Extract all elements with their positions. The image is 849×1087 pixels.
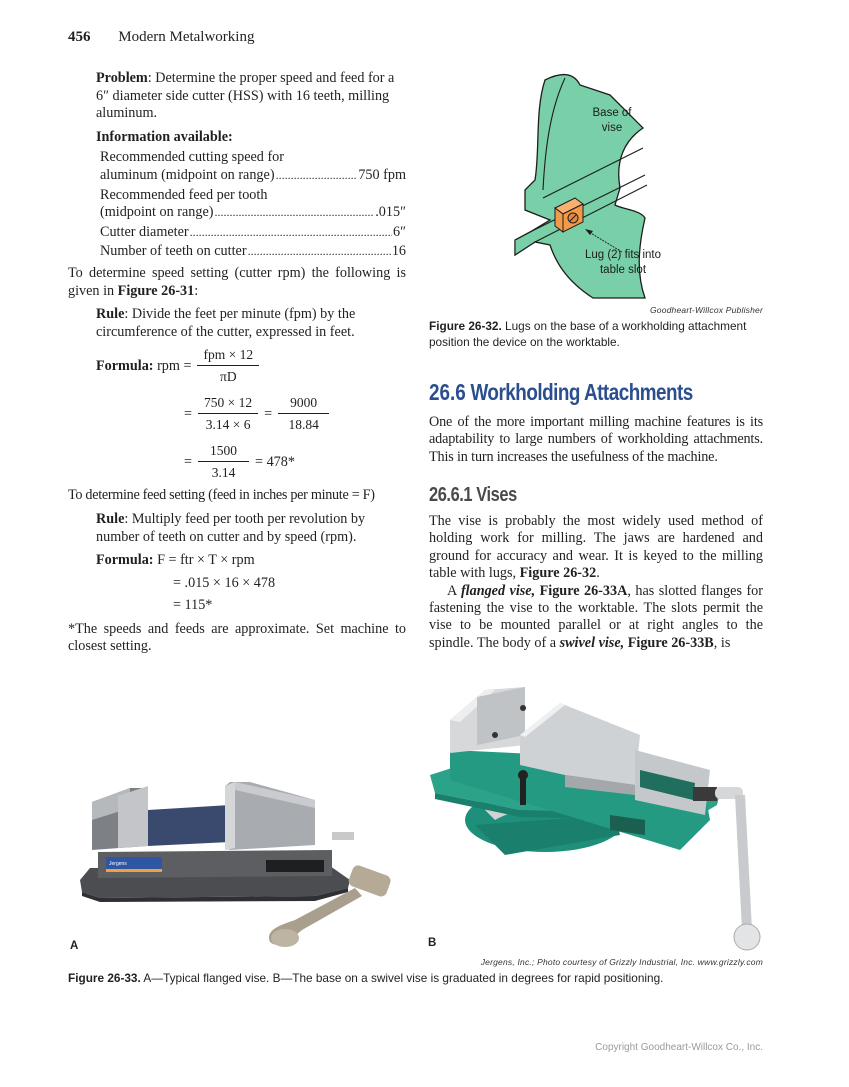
figure-26-33-credit: Jergens, Inc.; Photo courtesy of Grizzly Industrial, Inc. www.grizzly.com bbox=[480, 957, 763, 967]
figure-label-b: B bbox=[428, 937, 437, 949]
text: . bbox=[596, 565, 600, 582]
fraction-numerator: 1500 bbox=[198, 443, 249, 462]
dot-leader bbox=[248, 243, 391, 261]
figure-26-33-caption bbox=[68, 971, 788, 987]
speed-formula-line-3 bbox=[68, 443, 406, 481]
swivel-vise-image bbox=[425, 675, 775, 955]
figure-26-33b-photo bbox=[425, 675, 775, 955]
info-item-label: Number of teeth on cutter bbox=[100, 243, 247, 260]
text: , has slotted flanges for fastening the vise to the worktable. The slots permit the vise to be mounted parallel or at right angles to the spindle. The body of a bbox=[429, 582, 763, 651]
fraction bbox=[197, 347, 259, 385]
formula-text: F = ftr × T × rpm bbox=[157, 552, 255, 569]
figure-ref: Figure 26-31 bbox=[117, 282, 195, 299]
figure-ref: Figure 26-32 bbox=[519, 565, 597, 582]
subsection-heading: 26.6.1 Vises bbox=[429, 484, 517, 506]
section-intro: One of the more important milling machine features is its adaptability to large numbers of workholding attachments. This in turn increases the usefulness of the machine. bbox=[429, 414, 763, 465]
rule-label: Rule bbox=[96, 306, 125, 323]
footnote: *The speeds and feeds are approximate. Set machine to closest setting. bbox=[68, 620, 406, 655]
fraction-numerator: 9000 bbox=[278, 395, 329, 414]
info-item-label: (midpoint on range) bbox=[100, 204, 214, 221]
problem-label: Problem bbox=[96, 70, 148, 86]
fraction-denominator: 3.14 × 6 bbox=[205, 417, 251, 433]
formula-result: = 478* bbox=[255, 453, 295, 470]
copyright-notice: Copyright Goodheart-Willcox Co., Inc. bbox=[595, 1042, 763, 1053]
fraction-denominator: πD bbox=[220, 369, 237, 385]
info-item bbox=[100, 149, 406, 184]
info-item bbox=[100, 224, 406, 242]
speed-formula-line-2 bbox=[68, 395, 406, 433]
figure-label-a: A bbox=[70, 940, 79, 952]
text: A bbox=[447, 582, 461, 599]
info-item-value: 6″ bbox=[392, 223, 406, 240]
speed-intro-text: To determine speed setting (cutter rpm) the following is given in bbox=[68, 264, 406, 299]
fraction-denominator: 18.84 bbox=[288, 417, 319, 433]
speed-rule bbox=[68, 306, 406, 341]
formula-label: Formula: bbox=[96, 552, 154, 569]
info-item-value: 16 bbox=[391, 243, 406, 260]
feed-intro: To determine feed setting (feed in inches per minute = F) bbox=[68, 487, 375, 504]
equals-sign: = bbox=[184, 453, 193, 470]
fraction-numerator: fpm × 12 bbox=[197, 347, 259, 366]
feed-formula-line bbox=[96, 552, 406, 570]
figure-ref: Figure 26-33B bbox=[624, 634, 714, 651]
label-base-of-vise bbox=[582, 106, 642, 136]
fraction bbox=[198, 395, 258, 433]
info-item bbox=[100, 243, 406, 261]
equals-sign: = bbox=[264, 405, 273, 422]
section-heading bbox=[429, 379, 693, 406]
dot-leader bbox=[276, 167, 358, 185]
equals-sign: = bbox=[184, 405, 193, 422]
speed-intro-tail: : bbox=[194, 282, 199, 299]
svg-text:Jergens: Jergens bbox=[109, 861, 127, 867]
flanged-vise-image bbox=[70, 780, 415, 950]
paragraph bbox=[429, 513, 763, 583]
crank-handle-icon bbox=[715, 787, 760, 950]
info-item-value: .015″ bbox=[375, 204, 406, 221]
figure-ref: Figure 26-33A bbox=[535, 582, 628, 599]
problem-statement bbox=[68, 70, 406, 123]
book-title: Modern Metalworking bbox=[118, 29, 255, 45]
feed-formula-line: = .015 × 16 × 478 bbox=[173, 574, 276, 591]
rule-text: : Multiply feed per tooth per revolution by number of teeth on cutter and by speed (rpm). bbox=[96, 510, 366, 545]
info-item-label: aluminum (midpoint on range) bbox=[100, 166, 275, 183]
fraction bbox=[278, 395, 329, 433]
dot-leader bbox=[190, 224, 392, 242]
text: The vise is probably the most widely used method of holding work for milling. The jaws are hardened and ground for accuracy and wear. It is keyed to the milling table with lugs, bbox=[429, 513, 763, 582]
figure-26-33a-photo bbox=[70, 780, 415, 950]
page-number: 456 bbox=[68, 29, 91, 45]
figure-26-32-credit: Goodheart-Willcox Publisher bbox=[649, 305, 763, 315]
info-item-row bbox=[100, 204, 406, 222]
speed-formula-line-1 bbox=[68, 347, 406, 385]
text: , is bbox=[713, 634, 731, 651]
fraction bbox=[198, 443, 249, 481]
fraction-numerator: 750 × 12 bbox=[198, 395, 258, 414]
fraction-denominator: 3.14 bbox=[211, 465, 236, 481]
info-item bbox=[100, 187, 406, 222]
paragraph bbox=[429, 583, 763, 653]
info-item-label: Cutter diameter bbox=[100, 223, 189, 240]
dot-leader bbox=[214, 204, 374, 222]
rule-text: : Divide the feet per minute (fpm) by the circumference of the cutter, expressed in feet. bbox=[96, 306, 356, 340]
caption-text: A—Typical flanged vise. B—The base on a swivel vise is graduated in degrees for rapid positioning. bbox=[140, 971, 664, 985]
left-column bbox=[68, 70, 406, 656]
figure-number: Figure 26-32. bbox=[429, 319, 502, 333]
feed-formula bbox=[68, 552, 406, 615]
label-line: table slot bbox=[599, 264, 647, 276]
section-number: 26.6 bbox=[429, 379, 466, 405]
caption-text: Lugs on the base of a workholding attachment position the device on the worktable. bbox=[429, 319, 747, 349]
label-line: Lug (2) fits into bbox=[584, 249, 662, 261]
formula-label: Formula: bbox=[96, 357, 154, 374]
feed-formula-line: = 115* bbox=[173, 597, 213, 614]
label-line: Base of bbox=[592, 107, 632, 119]
label-lug bbox=[573, 248, 673, 278]
problem-text: : Determine the proper speed and feed for a 6″ diameter side cutter (HSS) with 16 teeth, milling aluminum. bbox=[96, 70, 395, 122]
info-item-row bbox=[100, 167, 406, 185]
running-header bbox=[68, 29, 254, 46]
info-item-line: Recommended cutting speed for bbox=[100, 149, 284, 166]
info-heading: Information available: bbox=[96, 128, 233, 145]
info-item-value: 750 fpm bbox=[358, 166, 406, 183]
info-item-line: Recommended feed per tooth bbox=[100, 186, 268, 203]
figure-26-32-illustration bbox=[505, 70, 675, 305]
key-term: flanged vise, bbox=[460, 582, 536, 599]
figure-26-32-caption bbox=[429, 319, 763, 350]
label-line: vise bbox=[601, 122, 623, 134]
figure-number: Figure 26-33. bbox=[68, 971, 141, 985]
vises-body bbox=[429, 513, 763, 652]
rule-label: Rule bbox=[96, 510, 125, 527]
formula-lhs: rpm = bbox=[157, 357, 192, 374]
section-title: Workholding Attachments bbox=[470, 379, 693, 405]
feed-rule bbox=[68, 511, 406, 546]
info-list bbox=[68, 149, 406, 261]
speed-intro bbox=[68, 265, 406, 300]
key-term: swivel vise, bbox=[559, 634, 625, 651]
